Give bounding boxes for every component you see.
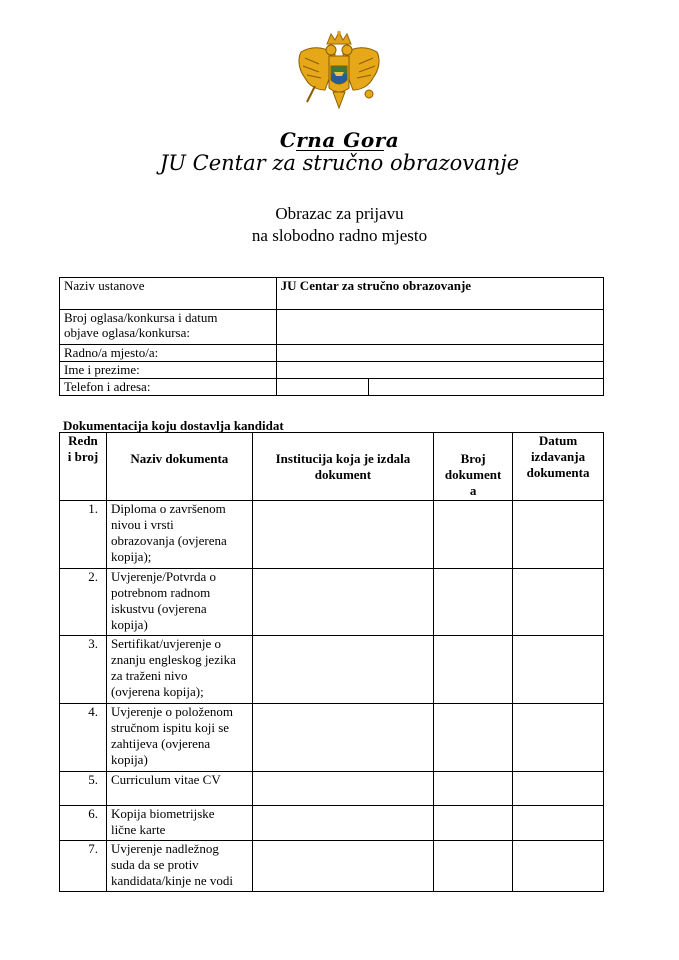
institution-cell[interactable]	[252, 704, 433, 772]
document-name-line: Sertifikat/uvjerenje o	[110, 636, 222, 651]
country-name: Crna Gora	[279, 128, 400, 152]
col-issue-date-line1: Datum	[538, 433, 578, 448]
col-issue-date-line2: izdavanja	[530, 449, 586, 464]
table-row	[60, 636, 604, 704]
document-name-line: Kopija biometrijske	[110, 806, 215, 821]
documents-heading: Dokumentacija koju dostavlja kandidat	[63, 418, 284, 433]
document-name-line: iskustvu (ovjerena	[110, 601, 207, 616]
row-number: 5.	[60, 772, 107, 806]
table-row	[60, 569, 604, 636]
col-doc-number	[434, 433, 513, 501]
institution-cell[interactable]	[252, 806, 433, 841]
col-doc-number-line3: a	[469, 483, 477, 498]
institution-cell[interactable]	[252, 636, 433, 704]
phone-field[interactable]	[276, 379, 369, 396]
document-name-line: suda da se protiv	[110, 857, 199, 872]
col-issue-date	[513, 433, 604, 501]
montenegro-coat-of-arms-icon	[289, 30, 389, 120]
document-name	[106, 636, 252, 704]
ad-number-label-line1: Broj oglasa/konkursa i datum	[64, 310, 218, 325]
institution-cell[interactable]	[252, 569, 433, 636]
issue-date-cell[interactable]	[513, 569, 604, 636]
col-doc-number-line1: Broj	[460, 451, 486, 466]
phone-label: Telefon i adresa:	[60, 379, 277, 396]
institution-value: JU Centar za stručno obrazovanje	[276, 278, 603, 310]
organization-name: JU Centar za stručno obrazovanje	[159, 151, 520, 175]
documents-header-row	[60, 433, 604, 501]
col-institution-line2: dokument	[314, 467, 372, 482]
document-name-line: stručnom ispitu koji se	[110, 720, 230, 735]
document-name-line: kopija)	[110, 752, 148, 767]
document-name-line: znanju engleskog jezika	[110, 652, 236, 667]
col-number-line2: i broj	[67, 449, 99, 464]
document-name-line: kopija);	[110, 549, 152, 564]
doc-number-cell[interactable]	[434, 806, 513, 841]
document-name	[106, 569, 252, 636]
applicant-info-table	[59, 277, 604, 396]
name-field[interactable]	[276, 362, 603, 379]
issue-date-cell[interactable]	[513, 501, 604, 569]
document-name	[106, 841, 252, 892]
row-number: 1.	[60, 501, 107, 569]
row-number: 4.	[60, 704, 107, 772]
form-title-line1: Obrazac za prijavu	[275, 204, 404, 223]
issue-date-cell[interactable]	[513, 806, 604, 841]
form-title	[0, 203, 679, 247]
col-number-line1: Redn	[68, 433, 98, 448]
document-name-line: zahtijeva (ovjerena	[110, 736, 211, 751]
document-name-line: kopija)	[110, 617, 148, 632]
doc-number-cell[interactable]	[434, 841, 513, 892]
row-number: 2.	[60, 569, 107, 636]
col-institution	[252, 433, 433, 501]
institution-cell[interactable]	[252, 772, 433, 806]
document-name-line: Curriculum vitae CV	[110, 772, 221, 787]
document-name-line: nivou i vrsti	[110, 517, 174, 532]
row-number: 3.	[60, 636, 107, 704]
institution-cell[interactable]	[252, 501, 433, 569]
issue-date-cell[interactable]	[513, 636, 604, 704]
doc-number-cell[interactable]	[434, 704, 513, 772]
document-name-line: za traženi nivo	[110, 668, 188, 683]
position-field[interactable]	[276, 345, 603, 362]
name-label: Ime i prezime:	[60, 362, 277, 379]
document-name-line: Uvjerenje nadležnog	[110, 841, 219, 856]
doc-number-cell[interactable]	[434, 636, 513, 704]
document-name-line: kandidata/kinje ne vodi	[110, 873, 233, 888]
position-label: Radno/a mjesto/a:	[60, 345, 277, 362]
issue-date-cell[interactable]	[513, 772, 604, 806]
document-name-line: Uvjerenje o položenom	[110, 704, 233, 719]
doc-number-cell[interactable]	[434, 772, 513, 806]
col-issue-date-line3: dokumenta	[526, 465, 590, 480]
document-name-line: Diploma o završenom	[110, 501, 226, 516]
document-name-line: (ovjerena kopija);	[110, 684, 204, 699]
table-row	[60, 501, 604, 569]
document-name-line: lične karte	[110, 822, 166, 837]
institution-label: Naziv ustanove	[60, 278, 277, 310]
document-name-line: Uvjerenje/Potvrda o	[110, 569, 217, 584]
table-row	[60, 841, 604, 892]
row-number: 6.	[60, 806, 107, 841]
document-name	[106, 772, 252, 806]
ad-number-label-line2: objave oglasa/konkursa:	[64, 325, 190, 340]
table-row	[60, 772, 604, 806]
col-document-name: Naziv dokumenta	[106, 433, 252, 501]
table-row	[60, 806, 604, 841]
table-row	[60, 704, 604, 772]
institution-cell[interactable]	[252, 841, 433, 892]
row-number: 7.	[60, 841, 107, 892]
document-name	[106, 806, 252, 841]
ad-number-label	[60, 310, 277, 345]
issue-date-cell[interactable]	[513, 704, 604, 772]
form-title-line2: na slobodno radno mjesto	[251, 226, 428, 245]
ad-number-field[interactable]	[276, 310, 603, 345]
col-doc-number-line2: dokument	[444, 467, 502, 482]
doc-number-cell[interactable]	[434, 501, 513, 569]
documents-table	[59, 432, 604, 892]
document-name	[106, 501, 252, 569]
doc-number-cell[interactable]	[434, 569, 513, 636]
document-name-line: obrazovanja (ovjerena	[110, 533, 227, 548]
document-name	[106, 704, 252, 772]
issue-date-cell[interactable]	[513, 841, 604, 892]
address-field[interactable]	[369, 379, 604, 396]
document-name-line: potrebnom radnom	[110, 585, 211, 600]
col-number	[60, 433, 107, 501]
col-institution-line1: Institucija koja je izdala	[275, 451, 411, 466]
